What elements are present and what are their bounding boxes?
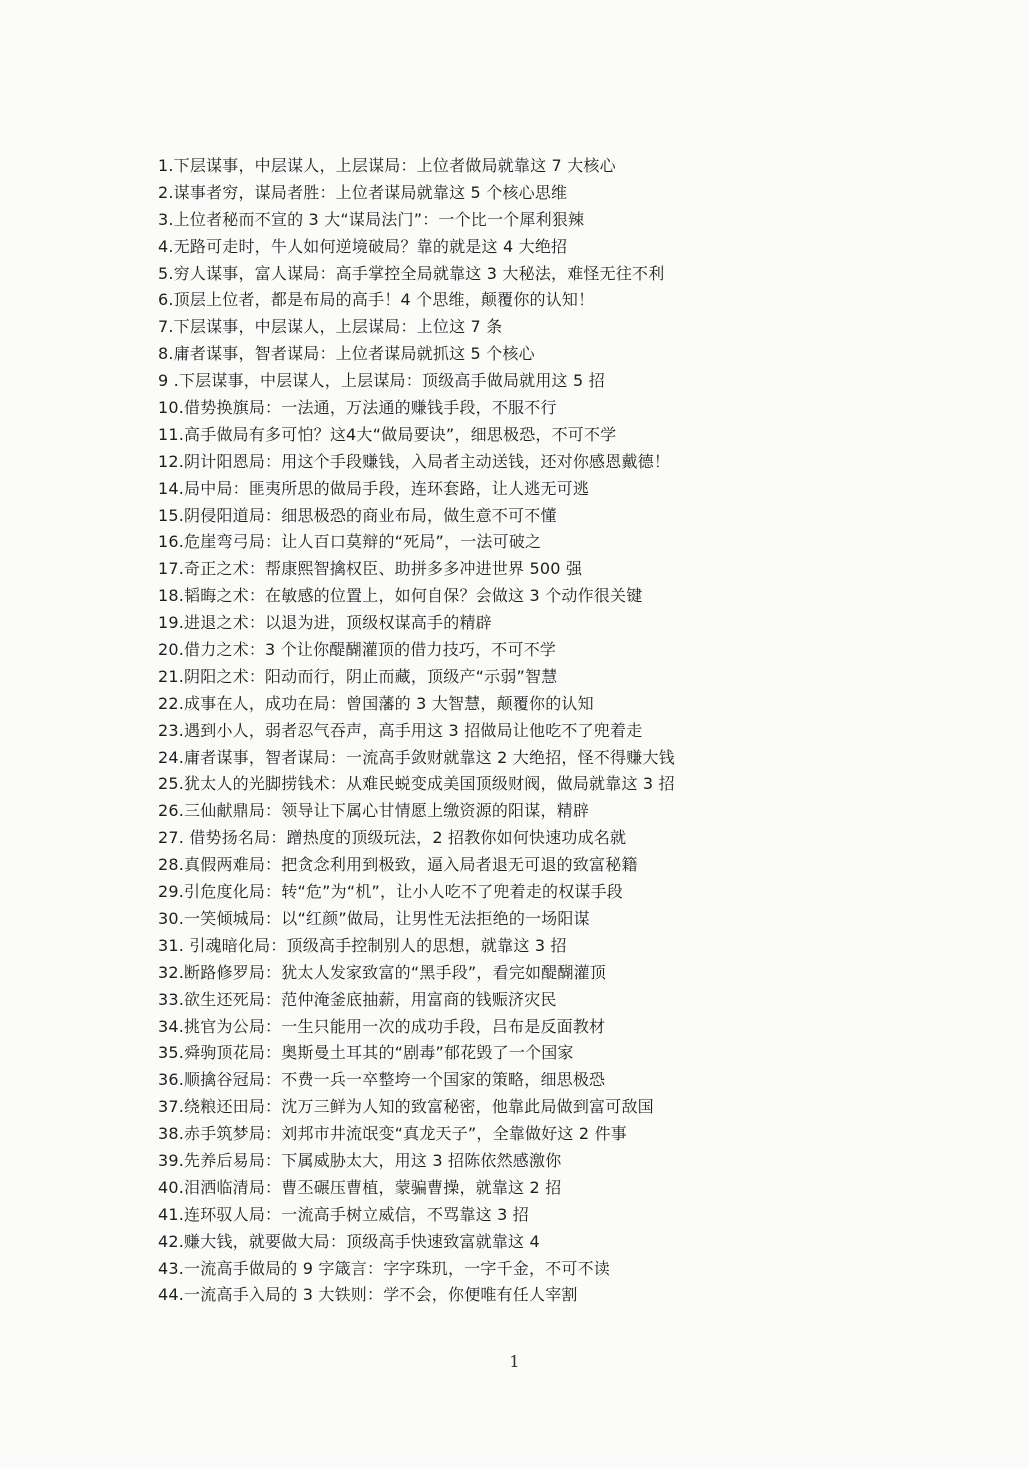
list-item: 41.连环驭人局：一流高手树立威信，不骂靠这 3 招: [158, 1204, 529, 1224]
list-item: 39.先养后易局：下属威胁太大，用这 3 招陈依然感激你: [158, 1150, 562, 1170]
list-item: 17.奇正之术：帮康熙智擒权臣、助拼多多冲进世界 500 强: [158, 559, 583, 579]
list-item: 26.三仙献鼎局：领导让下属心甘情愿上缴资源的阳谋，精辟: [158, 801, 590, 821]
list-item: 3.上位者秘而不宣的 3 大“谋局法门”：一个比一个犀利狠辣: [158, 209, 585, 229]
list-item: 7.下层谋事，中层谋人，上层谋局：上位这 7 条: [158, 317, 503, 337]
list-item: 42.赚大钱，就要做大局：顶级高手快速致富就靠这 4: [158, 1231, 540, 1251]
list-item: 16.危崖弯弓局：让人百口莫辩的“死局”，一法可破之: [158, 532, 542, 552]
list-item: 4.无路可走时，牛人如何逆境破局？靠的就是这 4 大绝招: [158, 236, 568, 256]
list-item: 44.一流高手入局的 3 大铁则：学不会，你便唯有任人宰割: [158, 1285, 578, 1305]
list-item: 8.庸者谋事，智者谋局：上位者谋局就抓这 5 个核心: [158, 344, 535, 364]
list-item: 32.断路修罗局：犹太人发家致富的“黑手段”，看完如醍醐灌顶: [158, 962, 607, 982]
title-list: [158, 153, 858, 1336]
list-item: 29.引危度化局：转“危”为“机”，让小人吃不了兜着走的权谋手段: [158, 882, 624, 902]
list-item: 30.一笑倾城局：以“红颜”做局，让男性无法拒绝的一场阳谋: [158, 908, 590, 928]
list-item: 27. 借势扬名局：蹭热度的顶级玩法，2 招教你如何快速功成名就: [158, 828, 627, 848]
list-item: 6.顶层上位者，都是布局的高手！4 个思维，颠覆你的认知！: [158, 290, 595, 310]
list-item: 11.高手做局有多可怕？这4大“做局要诀”，细思极恐，不可不学: [158, 424, 617, 444]
list-item: 36.顺擒谷冠局：不费一兵一卒整垮一个国家的策略，细思极恐: [158, 1070, 606, 1090]
list-item: 18.韬晦之术：在敏感的位置上，如何自保？会做这 3 个动作很关键: [158, 586, 643, 606]
list-item: 12.阴计阳恩局：用这个手段赚钱，入局者主动送钱，还对你感恩戴德！: [158, 451, 671, 471]
list-item: 1.下层谋事，中层谋人，上层谋局：上位者做局就靠这 7 大核心: [158, 156, 616, 175]
list-item: 34.挑官为公局：一生只能用一次的成功手段，吕布是反面教材: [158, 1016, 606, 1036]
list-item: 2.谋事者穷，谋局者胜：上位者谋局就靠这 5 个核心思维: [158, 182, 568, 202]
list-item: 9 .下层谋事，中层谋人，上层谋局：顶级高手做局就用这 5 招: [158, 371, 605, 391]
list-item: 35.舜驹顶花局：奥斯曼土耳其的“剧毒”郁花毁了一个国家: [158, 1043, 574, 1063]
list-item: 28.真假两难局：把贪念利用到极致，逼入局者退无可退的致富秘籍: [158, 855, 638, 875]
list-item: 15.阴侵阳道局：细思极恐的商业布局，做生意不可不懂: [158, 505, 557, 525]
list-item: 20.借力之术：3 个让你醍醐灌顶的借力技巧，不可不学: [158, 640, 557, 660]
list-item: 5.穷人谋事，富人谋局：高手掌控全局就靠这 3 大秘法，难怪无往不利: [158, 263, 665, 283]
list-item: 23.遇到小人，弱者忍气吞声，高手用这 3 招做局让他吃不了兜着走: [158, 720, 643, 740]
list-item: 21.阴阳之术：阳动而行，阴止而藏，顶级产“示弱”智慧: [158, 666, 558, 686]
list-item: 40.泪洒临清局：曹丕碾压曹植，蒙骗曹操，就靠这 2 招: [158, 1177, 562, 1197]
list-item: 24.庸者谋事，智者谋局：一流高手敛财就靠这 2 大绝招，怪不得赚大钱: [158, 747, 675, 767]
list-item: 14.局中局：匪夷所思的做局手段，连环套路，让人逃无可逃: [158, 478, 590, 498]
list-item: 19.进退之术：以退为进，顶级权谋高手的精辟: [158, 613, 492, 633]
list-item: 22.成事在人，成功在局：曾国藩的 3 大智慧，颠覆你的认知: [158, 693, 594, 713]
list-item: 38.赤手筑梦局：刘邦市井流氓变“真龙天子”，全靠做好这 2 件事: [158, 1124, 627, 1144]
list-item: 37.绕粮还田局：沈万三鲜为人知的致富秘密，他靠此局做到富可敌国: [158, 1097, 654, 1117]
list-item: 10.借势换旗局：一法通，万法通的赚钱手段，不服不行: [158, 398, 557, 418]
list-item: 31. 引魂暗化局：顶级高手控制别人的思想，就靠这 3 招: [158, 935, 567, 955]
page-number: 1: [509, 1352, 520, 1371]
list-item: 43.一流高手做局的 9 字箴言：字字珠玑，一字千金，不可不读: [158, 1258, 610, 1278]
list-item: 25.犹太人的光脚捞钱术：从难民蜕变成美国顶级财阀，做局就靠这 3 招: [158, 774, 675, 794]
list-item: [158, 1309, 858, 1336]
list-item: 33.欲生还死局：范仲淹釜底抽薪，用富商的钱赈济灾民: [158, 989, 557, 1009]
